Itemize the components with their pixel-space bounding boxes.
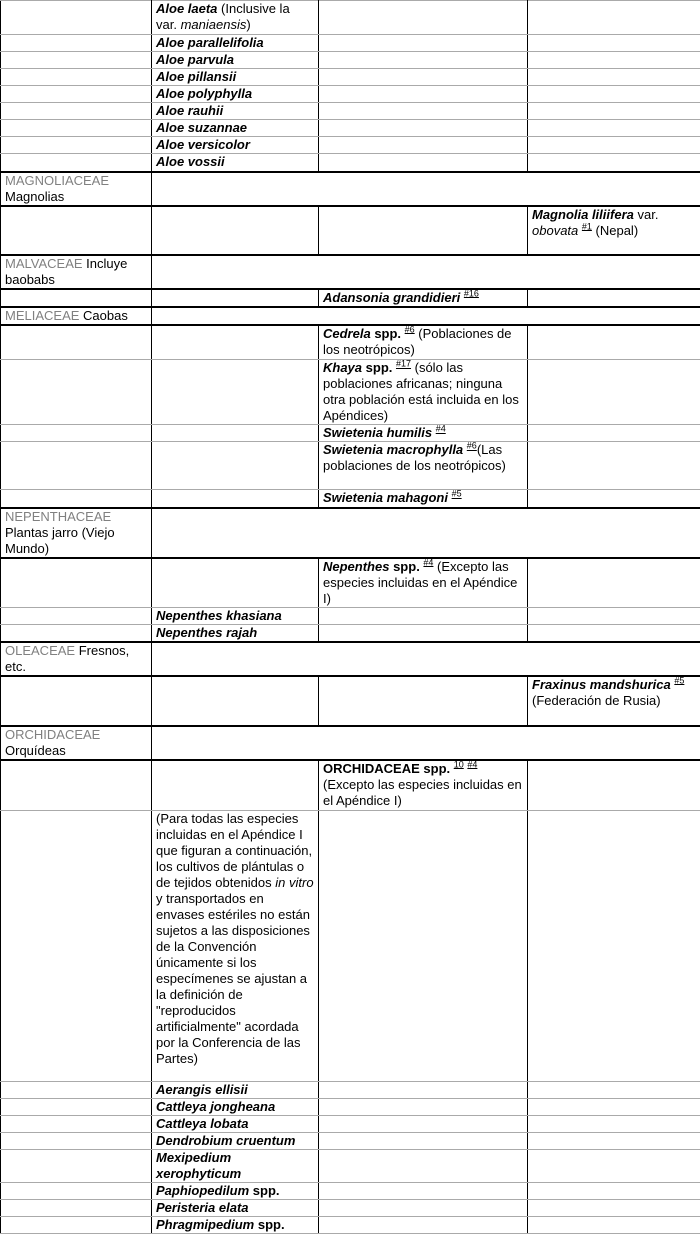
appendix-i-cell (1, 676, 152, 726)
appendix-iii-cell (528, 1133, 700, 1150)
table-row (1, 607, 700, 624)
taxon-name: Peristeria elata (156, 1200, 249, 1215)
cell-text: ) (246, 17, 250, 32)
annotation-link[interactable]: #6 (405, 325, 415, 335)
family-name: MALVACEAE (5, 256, 83, 271)
appendix-i-cell (152, 360, 319, 425)
cell-text: spp. (254, 1217, 284, 1232)
appendix-i-cell (152, 325, 319, 360)
taxon-name: Aloe parallelifolia (156, 35, 264, 50)
taxon-name: Cedrela (323, 326, 371, 341)
taxon-name: Nepenthes khasiana (156, 608, 282, 623)
appendix-i-cell (1, 1116, 152, 1133)
cell-text: maniaensis (181, 17, 247, 32)
appendix-i-cell (1, 103, 152, 120)
cell-text: (Federación de Rusia) (532, 693, 661, 708)
empty-cell (152, 307, 700, 325)
appendix-i-cell (152, 676, 319, 726)
table-row (1, 1116, 700, 1133)
appendix-iii-cell (528, 607, 700, 624)
appendix-iii-cell (528, 490, 700, 508)
appendix-iii-cell (528, 35, 700, 52)
appendix-i-cell (152, 1082, 319, 1099)
appendix-ii-cell (319, 558, 528, 608)
family-cell (1, 726, 152, 760)
appendix-i-cell (152, 103, 319, 120)
table-row (1, 624, 700, 642)
appendix-iii-cell (528, 1217, 700, 1234)
appendix-i-cell (1, 289, 152, 307)
appendix-i-cell (152, 442, 319, 490)
table-row (1, 1133, 700, 1150)
appendix-i-cell (1, 558, 152, 608)
family-common-name: Incluye baobabs (5, 256, 127, 287)
appendix-i-cell (152, 1099, 319, 1116)
cell-text: (Para todas las especies incluidas en el Apéndice I que figuran a continuación, los cultivos de plántulas o de tejidos obtenidos (156, 811, 312, 890)
annotation-link[interactable]: #4 (436, 425, 446, 434)
cell-text: (Las poblaciones de los neotrópicos) (323, 442, 506, 473)
appendix-iii-cell (528, 1183, 700, 1200)
family-cell (1, 307, 152, 325)
family-common-name: Plantas jarro (Viejo Mundo) (5, 525, 115, 556)
taxon-name: Dendrobium cruentum (156, 1133, 295, 1148)
family-cell (1, 172, 152, 206)
family-cell (1, 255, 152, 289)
appendix-ii-cell (319, 811, 528, 1082)
taxon-name: Khaya (323, 360, 362, 375)
appendix-i-cell (1, 52, 152, 69)
taxon-name: Paphiopedilum (156, 1183, 249, 1198)
family-row (1, 172, 700, 206)
appendix-i-cell (1, 69, 152, 86)
taxon-name: Aloe vossii (156, 154, 225, 169)
appendix-iii-cell (528, 1116, 700, 1133)
taxon-name: Cattleya jongheana (156, 1099, 275, 1114)
table-row (1, 206, 700, 255)
appendix-i-cell (152, 1133, 319, 1150)
table-row (1, 442, 700, 490)
family-name: OLEACEAE (5, 643, 75, 658)
family-cell (1, 508, 152, 558)
taxon-name: Aloe polyphylla (156, 86, 252, 101)
table-row (1, 425, 700, 442)
appendix-i-cell (1, 1183, 152, 1200)
appendix-i-cell (152, 1, 319, 35)
taxon-name: Fraxinus mandshurica (532, 677, 671, 692)
appendix-i-cell (1, 1, 152, 35)
cell-text: spp. (249, 1183, 279, 1198)
appendix-i-cell (1, 325, 152, 360)
appendix-i-cell (152, 289, 319, 307)
family-common-name: Fresnos, etc. (5, 643, 129, 674)
table-row (1, 1099, 700, 1116)
cell-text: spp. (389, 559, 423, 574)
appendix-ii-cell (319, 325, 528, 360)
cell-text: ORCHIDACEAE spp. (323, 761, 454, 776)
family-name: MAGNOLIACEAE (5, 173, 109, 188)
cell-text: spp. (362, 360, 396, 375)
appendix-iii-cell (528, 425, 700, 442)
appendix-i-cell (152, 69, 319, 86)
family-row (1, 726, 700, 760)
appendix-ii-cell (319, 69, 528, 86)
annotation-link[interactable]: #16 (464, 289, 479, 299)
empty-cell (152, 172, 700, 206)
appendix-ii-cell (319, 154, 528, 172)
taxon-name: Magnolia liliifera (532, 207, 634, 222)
annotation-link[interactable]: #4 (423, 558, 433, 568)
appendix-ii-cell (319, 760, 528, 811)
appendix-ii-cell (319, 676, 528, 726)
table-row (1, 120, 700, 137)
appendix-i-cell (152, 154, 319, 172)
cell-text: y transportados en envases estériles no están sujetos a las disposiciones de la Convención únicamente si los especímenes se ajustan a la definición de "reproducidos artificialmente" acordada por la Conferencia de las Partes) (156, 891, 310, 1066)
appendix-iii-cell (528, 86, 700, 103)
appendix-i-cell (152, 490, 319, 508)
appendix-i-cell (1, 1150, 152, 1183)
appendix-i-cell (1, 425, 152, 442)
appendix-iii-cell (528, 811, 700, 1082)
table-row (1, 1150, 700, 1183)
appendix-iii-cell (528, 52, 700, 69)
family-cell (1, 642, 152, 676)
table-row (1, 1217, 700, 1234)
appendix-i-cell (1, 607, 152, 624)
appendix-i-cell (152, 811, 319, 1082)
taxon-name: Aloe rauhii (156, 103, 223, 118)
appendix-iii-cell (528, 325, 700, 360)
appendix-iii-cell (528, 760, 700, 811)
appendix-ii-cell (319, 206, 528, 255)
family-row (1, 255, 700, 289)
taxon-name: Aloe parvula (156, 52, 234, 67)
table-body (1, 1, 700, 1234)
taxon-name: Nepenthes rajah (156, 625, 257, 640)
cell-text: (Poblaciones de los neotrópicos) (323, 326, 512, 357)
empty-cell (152, 508, 700, 558)
annotation-link[interactable]: 10 (454, 760, 464, 770)
table-row (1, 676, 700, 726)
appendix-iii-cell (528, 1, 700, 35)
table-row (1, 490, 700, 508)
appendix-i-cell (1, 35, 152, 52)
appendix-ii-cell (319, 1217, 528, 1234)
table-row (1, 811, 700, 1082)
table-row (1, 35, 700, 52)
appendix-i-cell (1, 1082, 152, 1099)
appendix-i-cell (1, 360, 152, 425)
annotation-link[interactable]: #5 (452, 490, 462, 499)
family-row (1, 508, 700, 558)
cell-text: (Excepto las especies incluidas en el Apéndice I) (323, 777, 522, 808)
appendix-ii-cell (319, 1183, 528, 1200)
appendix-ii-cell (319, 425, 528, 442)
appendix-i-cell (1, 1099, 152, 1116)
appendix-iii-cell (528, 206, 700, 255)
table-row (1, 154, 700, 172)
appendix-i-cell (1, 86, 152, 103)
appendix-i-cell (1, 206, 152, 255)
cell-text: var. (634, 207, 659, 222)
taxon-name: Nepenthes (323, 559, 389, 574)
table-row (1, 103, 700, 120)
taxon-name: Phragmipedium (156, 1217, 254, 1232)
table-row (1, 558, 700, 608)
cell-text: (Inclusive la var. (156, 1, 290, 32)
appendix-iii-cell (528, 558, 700, 608)
appendix-iii-cell (528, 120, 700, 137)
appendix-i-cell (152, 35, 319, 52)
appendix-ii-cell (319, 1082, 528, 1099)
appendix-ii-cell (319, 86, 528, 103)
appendix-iii-cell (528, 1099, 700, 1116)
cell-text: (Excepto las especies incluidas en el Apéndice I) (323, 559, 517, 606)
appendix-ii-cell (319, 360, 528, 425)
family-name: MELIACEAE (5, 308, 79, 323)
annotation-link[interactable]: #6 (467, 442, 477, 451)
appendix-i-cell (152, 760, 319, 811)
appendix-iii-cell (528, 360, 700, 425)
cell-text: (sólo las poblaciones africanas; ninguna otra población está incluida en los Apéndices) (323, 360, 519, 423)
annotation-link[interactable]: #5 (674, 676, 684, 686)
appendix-ii-cell (319, 35, 528, 52)
taxon-name: Swietenia mahagoni (323, 490, 448, 505)
table-row (1, 360, 700, 425)
empty-cell (152, 642, 700, 676)
taxon-name: Cattleya lobata (156, 1116, 248, 1131)
table-row (1, 1, 700, 35)
appendix-ii-cell (319, 1116, 528, 1133)
table-row (1, 289, 700, 307)
table-row (1, 760, 700, 811)
table-row (1, 52, 700, 69)
table-row (1, 325, 700, 360)
appendix-ii-cell (319, 1150, 528, 1183)
appendix-i-cell (152, 624, 319, 642)
appendix-ii-cell (319, 1099, 528, 1116)
taxon-name: Swietenia humilis (323, 425, 432, 440)
annotation-link[interactable]: #17 (396, 360, 411, 369)
appendix-ii-cell (319, 1133, 528, 1150)
appendix-ii-cell (319, 490, 528, 508)
taxon-name: Aloe versicolor (156, 137, 250, 152)
appendix-ii-cell (319, 1, 528, 35)
taxon-name: Aloe suzannae (156, 120, 247, 135)
appendix-iii-cell (528, 289, 700, 307)
cell-text: in vitro (275, 875, 313, 890)
appendix-i-cell (1, 760, 152, 811)
family-row (1, 307, 700, 325)
appendix-i-cell (1, 1217, 152, 1234)
appendix-i-cell (1, 442, 152, 490)
annotation-link[interactable]: #1 (582, 221, 592, 231)
cell-text: (Nepal) (592, 223, 638, 238)
appendix-i-cell (1, 811, 152, 1082)
appendix-i-cell (1, 137, 152, 154)
appendix-iii-cell (528, 154, 700, 172)
appendix-iii-cell (528, 624, 700, 642)
appendix-i-cell (152, 1217, 319, 1234)
appendix-i-cell (1, 490, 152, 508)
appendix-iii-cell (528, 442, 700, 490)
appendix-iii-cell (528, 69, 700, 86)
appendix-ii-cell (319, 624, 528, 642)
appendix-ii-cell (319, 120, 528, 137)
taxon-name: Aerangis ellisii (156, 1082, 248, 1097)
appendix-i-cell (152, 120, 319, 137)
table-row (1, 1183, 700, 1200)
cell-text: spp. (371, 326, 405, 341)
family-common-name: Caobas (79, 308, 127, 323)
appendix-i-cell (1, 1133, 152, 1150)
appendix-iii-cell (528, 103, 700, 120)
taxon-name: Adansonia grandidieri (323, 290, 460, 305)
taxon-name: Mexipedium xerophyticum (156, 1150, 241, 1181)
appendix-iii-cell (528, 1150, 700, 1183)
cell-text: obovata (532, 223, 578, 238)
appendix-i-cell (152, 558, 319, 608)
appendix-iii-cell (528, 1082, 700, 1099)
appendix-i-cell (152, 137, 319, 154)
appendix-i-cell (1, 120, 152, 137)
appendix-ii-cell (319, 103, 528, 120)
appendix-ii-cell (319, 607, 528, 624)
appendix-i-cell (152, 52, 319, 69)
taxon-name: Aloe pillansii (156, 69, 236, 84)
table-row (1, 1082, 700, 1099)
table-row (1, 69, 700, 86)
appendix-iii-cell (528, 676, 700, 726)
appendix-i-cell (152, 1150, 319, 1183)
appendix-ii-cell (319, 137, 528, 154)
table-row (1, 137, 700, 154)
annotation-link[interactable]: #4 (467, 760, 477, 770)
taxon-name: Aloe laeta (156, 1, 217, 16)
family-row (1, 642, 700, 676)
family-name: NEPENTHACEAE (5, 509, 111, 524)
appendix-i-cell (152, 206, 319, 255)
family-name: ORCHIDACEAE (5, 727, 100, 742)
empty-cell (152, 255, 700, 289)
appendix-i-cell (152, 1116, 319, 1133)
table-row (1, 86, 700, 103)
taxon-name: Swietenia macrophylla (323, 442, 463, 457)
family-common-name: Magnolias (5, 189, 64, 204)
appendix-ii-cell (319, 289, 528, 307)
appendix-ii-cell (319, 442, 528, 490)
appendix-i-cell (1, 624, 152, 642)
appendix-ii-cell (319, 52, 528, 69)
family-common-name: Orquídeas (5, 743, 66, 758)
appendix-i-cell (152, 425, 319, 442)
appendix-i-cell (152, 607, 319, 624)
appendix-iii-cell (528, 137, 700, 154)
appendix-i-cell (152, 1183, 319, 1200)
appendix-i-cell (152, 86, 319, 103)
empty-cell (152, 726, 700, 760)
appendix-i-cell (1, 154, 152, 172)
